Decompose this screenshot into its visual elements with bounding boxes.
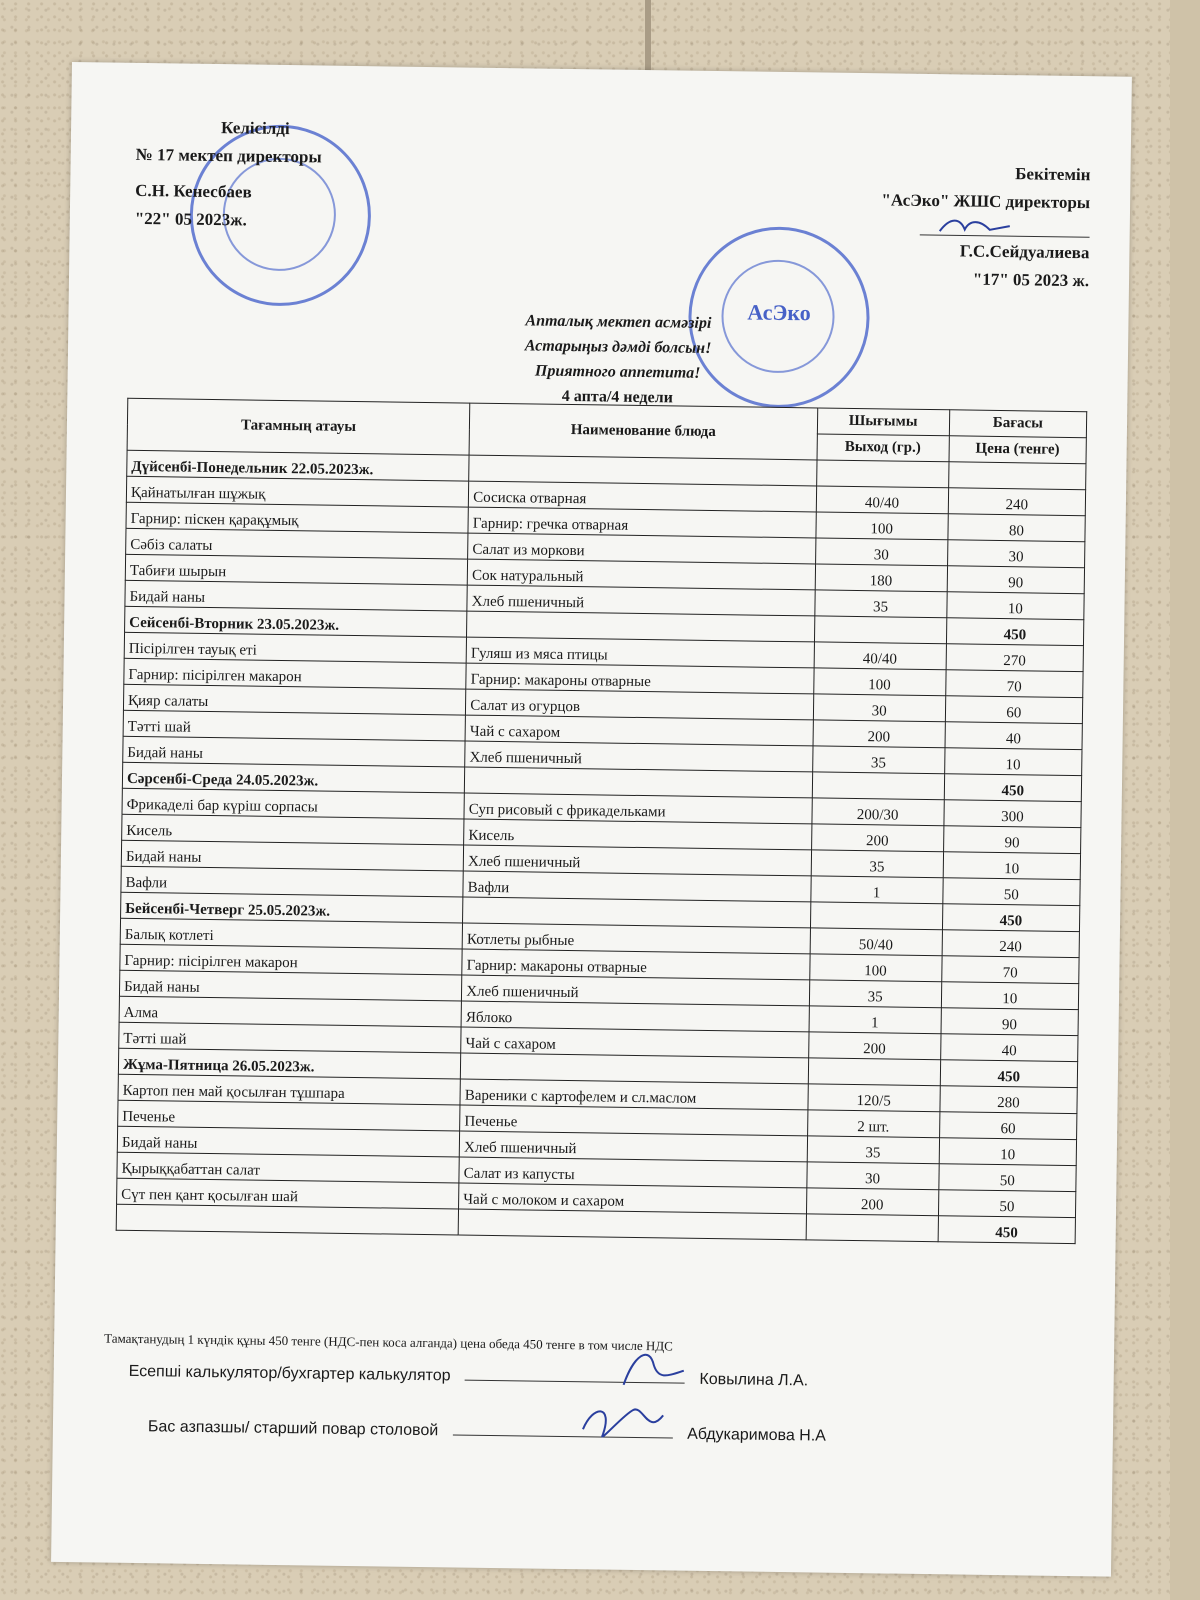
day-total: [948, 462, 1086, 490]
dish-weight: 120/5: [807, 1084, 940, 1112]
dish-name-ru: Вареники с картофелем и сл.маслом: [460, 1079, 808, 1110]
dish-weight: 1: [809, 1006, 942, 1034]
menu-table: [116, 398, 1088, 1244]
dish-price: 60: [939, 1112, 1077, 1140]
cook-signature-icon: [573, 1394, 684, 1446]
dish-name-kz: Пісірілген тауық еті: [124, 632, 467, 663]
dish-weight: 200: [811, 824, 944, 852]
dish-price: 30: [947, 540, 1085, 568]
dish-name-ru: Салат из капусты: [459, 1157, 807, 1188]
dish-price: 80: [948, 514, 1086, 542]
approval-left-position: № 17 мектеп директоры: [135, 144, 322, 167]
menu-wish-kz: Астарыңыз дәмді болсын!: [524, 337, 712, 357]
dish-weight: 200: [808, 1032, 941, 1060]
dish-price: 10: [947, 592, 1085, 620]
approval-left-name: С.Н. Кенесбаев: [135, 180, 252, 202]
dish-weight: 100: [813, 668, 946, 696]
dish-weight: 35: [812, 746, 945, 774]
dish-name-ru: Кисель: [464, 819, 812, 850]
dish-weight: 35: [811, 850, 944, 878]
menu-week: 4 апта/4 недели: [561, 387, 673, 407]
empty-cell: [458, 1209, 806, 1240]
dish-price: 10: [944, 748, 1082, 776]
dish-price: 50: [938, 1190, 1076, 1218]
approval-right-title: Бекітемін: [1015, 164, 1091, 185]
dish-name-ru: Гарнир: макароны отварные: [466, 663, 814, 694]
final-total: 450: [938, 1216, 1076, 1244]
header-kz: Тағамның атауы: [127, 398, 470, 455]
dish-name-ru: Хлеб пшеничный: [463, 845, 811, 876]
footer-note: Тамақтанудың 1 күндік құны 450 тенге (НДС-пен коса алганда) цена обеда 450 тенге в том числе НДС: [104, 1330, 673, 1354]
dish-weight: 100: [809, 954, 942, 982]
dish-name-kz: Қияр салаты: [123, 684, 466, 715]
day-total: 450: [940, 1060, 1078, 1088]
dish-name-ru: Гарнир: макароны отварные: [462, 949, 810, 980]
dish-price: 40: [940, 1034, 1078, 1062]
dish-name-kz: Бидай наны: [121, 840, 464, 871]
accountant-signature-icon: [614, 1345, 695, 1391]
dish-name-ru: Чай с сахаром: [465, 715, 813, 746]
dish-price: 50: [939, 1164, 1077, 1192]
day-total: 450: [942, 904, 1080, 932]
menu-body: [116, 450, 1086, 1243]
dish-name-kz: Картоп пен май қосылған тұшпара: [118, 1074, 461, 1105]
header-price-ru: Цена (тенге): [949, 436, 1087, 464]
dish-name-ru: Гарнир: гречка отварная: [468, 507, 816, 538]
dish-name-kz: Сүт пен қант қосылған шай: [117, 1178, 460, 1209]
empty-cell: [810, 902, 943, 930]
dish-price: 10: [941, 982, 1079, 1010]
dish-name-ru: Хлеб пшеничный: [459, 1131, 807, 1162]
approval-left: [135, 113, 323, 236]
dish-price: 90: [941, 1008, 1079, 1036]
dish-price: 10: [943, 852, 1081, 880]
approval-right-name: Г.С.Сейдуалиева: [959, 241, 1090, 263]
dish-name-kz: Фрикаделі бар күріш сорпасы: [122, 788, 465, 819]
dish-name-kz: Қырыққабаттан салат: [117, 1152, 460, 1183]
day-title: Дүйсенбі-Понедельник 22.05.2023ж.: [127, 450, 470, 481]
header-weight-kz: Шығымы: [817, 408, 950, 436]
empty-cell: [812, 772, 945, 800]
dish-price: 300: [944, 800, 1082, 828]
dish-name-ru: Салат из огурцов: [466, 689, 814, 720]
signature-accountant: [129, 1363, 809, 1390]
dish-name-ru: Чай с сахаром: [461, 1027, 809, 1058]
company-seal-text: АсЭко: [747, 299, 811, 326]
dish-name-kz: Қайнатылған шұжық: [126, 476, 469, 507]
signature-name: Ковылина Л.А.: [699, 1370, 809, 1390]
dish-name-kz: Тәтті шай: [119, 1022, 462, 1053]
dish-name-kz: Бидай наны: [117, 1126, 460, 1157]
dish-name-ru: Чай с молоком и сахаром: [459, 1183, 807, 1214]
signature-cook: [148, 1418, 826, 1445]
dish-price: 240: [948, 488, 1086, 516]
table-header-row: [127, 398, 1086, 437]
menu-title-kz: Апталық мектеп асмәзірі: [525, 312, 712, 332]
dish-price: 50: [943, 878, 1081, 906]
dish-price: 240: [942, 930, 1080, 958]
day-total: 450: [944, 774, 1082, 802]
dish-price: 40: [945, 722, 1083, 750]
dish-name-kz: Тәтті шай: [123, 710, 466, 741]
dish-name-kz: Алма: [119, 996, 462, 1027]
dish-weight: 50/40: [810, 928, 943, 956]
menu-title: [467, 308, 768, 412]
dish-name-ru: Салат из моркови: [468, 533, 816, 564]
day-title: Сәрсенбі-Среда 24.05.2023ж.: [122, 762, 465, 793]
header-weight-ru: Выход (гр.): [817, 434, 950, 462]
dish-price: 90: [947, 566, 1085, 594]
dish-name-ru: Хлеб пшеничный: [462, 975, 810, 1006]
dish-weight: 180: [815, 564, 948, 592]
signature-role: Есепші калькулятор/бухгартер калькулятор: [128, 1362, 451, 1385]
dish-name-ru: Котлеты рыбные: [462, 923, 810, 954]
dish-name-kz: Гарнир: пісірілген макарон: [124, 658, 467, 689]
dish-name-kz: Кисель: [122, 814, 465, 845]
wall-edge: [1170, 0, 1200, 1600]
dish-weight: 200: [806, 1188, 939, 1216]
dish-weight: 35: [809, 980, 942, 1008]
approval-right-date: "17" 05 2023 ж.: [972, 269, 1090, 291]
dish-name-kz: Вафли: [121, 866, 464, 897]
approval-left-date: "22" 05 2023ж.: [134, 208, 247, 230]
dish-name-ru: Хлеб пшеничный: [465, 741, 813, 772]
empty-cell: [808, 1058, 941, 1086]
dish-price: 90: [943, 826, 1081, 854]
menu-wish-ru: Приятного аппетита!: [534, 362, 701, 382]
dish-price: 280: [940, 1086, 1078, 1114]
dish-price: 270: [946, 644, 1084, 672]
approval-right-position: "АсЭко" ЖШС директоры: [881, 190, 1091, 213]
dish-weight: 1: [810, 876, 943, 904]
dish-weight: 40/40: [814, 642, 947, 670]
day-title: Жұма-Пятница 26.05.2023ж.: [118, 1048, 461, 1079]
header-ru: Наименование блюда: [469, 403, 817, 460]
day-total: 450: [946, 618, 1084, 646]
dish-weight: 100: [815, 512, 948, 540]
dish-weight: 30: [806, 1162, 939, 1190]
dish-name-kz: Печенье: [118, 1100, 461, 1131]
header-price-kz: Бағасы: [949, 410, 1087, 438]
dish-name-ru: Яблоко: [461, 1001, 809, 1032]
dish-name-kz: Балық котлеті: [120, 918, 463, 949]
dish-name-kz: Гарнир: пісірілген макарон: [120, 944, 463, 975]
dish-weight: 2 шт.: [807, 1110, 940, 1138]
signature-role: Бас азпазшы/ старший повар столовой: [147, 1418, 439, 1440]
dish-weight: 30: [815, 538, 948, 566]
approval-right: [789, 157, 1091, 295]
menu-sheet: [51, 62, 1132, 1577]
dish-name-ru: Печенье: [460, 1105, 808, 1136]
day-title: Сейсенбі-Вторник 23.05.2023ж.: [125, 606, 468, 637]
dish-name-ru: Гуляш из мяса птицы: [466, 637, 814, 668]
dish-name-ru: Сосиска отварная: [469, 481, 817, 512]
dish-name-kz: Табиғи шырын: [125, 554, 468, 585]
dish-name-ru: Суп рисовый с фрикадельками: [464, 793, 812, 824]
director-signature-icon: [920, 215, 1090, 239]
dish-price: 70: [945, 670, 1083, 698]
dish-weight: 30: [813, 694, 946, 722]
empty-cell: [814, 616, 947, 644]
signature-name: Абдукаримова Н.А: [687, 1425, 827, 1445]
dish-name-ru: Хлеб пшеничный: [467, 585, 815, 616]
dish-price: 70: [941, 956, 1079, 984]
dish-name-kz: Сәбіз салаты: [126, 528, 469, 559]
empty-cell: [116, 1204, 459, 1235]
dish-price: 60: [945, 696, 1083, 724]
dish-name-ru: Сок натуральный: [467, 559, 815, 590]
dish-weight: 200: [813, 720, 946, 748]
dish-name-kz: Бидай наны: [123, 736, 466, 767]
dish-name-kz: Гарнир: піскен қарақұмық: [126, 502, 469, 533]
empty-cell: [816, 460, 949, 488]
dish-weight: 200/30: [811, 798, 944, 826]
dish-weight: 40/40: [816, 486, 949, 514]
dish-name-ru: Вафли: [463, 871, 811, 902]
approval-left-title: Келісілді: [220, 118, 290, 139]
dish-weight: 35: [814, 590, 947, 618]
dish-name-kz: Бидай наны: [125, 580, 468, 611]
empty-cell: [806, 1214, 939, 1242]
dish-name-kz: Бидай наны: [119, 970, 462, 1001]
dish-price: 10: [939, 1138, 1077, 1166]
day-title: Бейсенбі-Четверг 25.05.2023ж.: [121, 892, 464, 923]
dish-weight: 35: [807, 1136, 940, 1164]
